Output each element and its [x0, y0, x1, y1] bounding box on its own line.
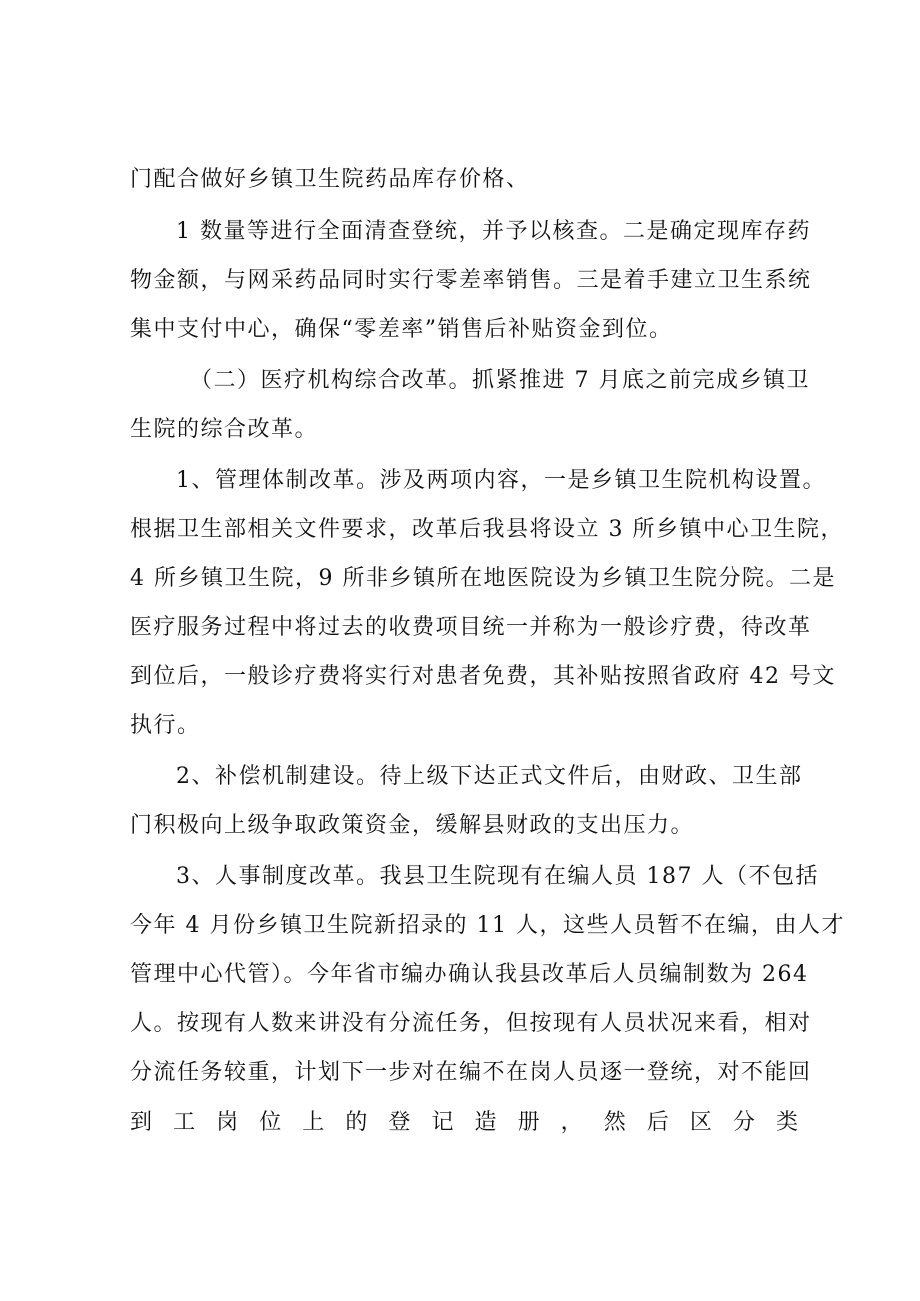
text-line: 物金额，与网采药品同时实行零差率销售。三是着手建立卫生系统	[130, 268, 812, 293]
text-line: 门配合做好乡镇卫生院药品库存价格、	[130, 167, 530, 192]
text-line: 4 所乡镇卫生院，9 所非乡镇所在地医院设为乡镇卫生院分院。二是	[130, 566, 836, 591]
word: 造	[474, 1110, 497, 1135]
text-line: 到位后，一般诊疗费将实行对患者免费，其补贴按照省政府 42 号文	[130, 664, 836, 689]
word: 的	[345, 1110, 368, 1135]
justified-text-line	[130, 1108, 798, 1138]
text-line: 1 数量等进行全面清查登统，并予以核查。二是确定现库存药	[176, 219, 811, 244]
text-line: 集中支付中心，确保“零差率”销售后补贴资金到位。	[130, 317, 673, 342]
text-line: 生院的综合改革。	[130, 417, 319, 442]
text-line: 3、人事制度改革。我县卫生院现有在编人员 187 人（不包括	[176, 864, 819, 889]
word: 岗	[216, 1110, 239, 1135]
word: 记	[431, 1110, 454, 1135]
text-line: 分流任务较重，计划下一步对在编不在岗人员逐一登统，对不能回	[130, 1060, 812, 1085]
word: 类	[775, 1110, 798, 1135]
word: 册	[517, 1110, 540, 1135]
text-line: （二）医疗机构综合改革。抓紧推进 7 月底之前完成乡镇卫	[190, 368, 810, 393]
text-line: 人。按现有人数来讲没有分流任务，但按现有人员状况来看，相对	[130, 1011, 812, 1036]
word: 上	[302, 1110, 325, 1135]
word: 然	[603, 1110, 626, 1135]
text-line: 今年 4 月份乡镇卫生院新招录的 11 人，这些人员暂不在编，由人才	[130, 913, 845, 938]
word: 到	[130, 1110, 153, 1135]
word: 位	[259, 1110, 282, 1135]
word: 区	[689, 1110, 712, 1135]
text-line: 2、补偿机制建设。待上级下达正式文件后，由财政、卫生部	[176, 764, 803, 789]
text-line: 根据卫生部相关文件要求，改革后我县将设立 3 所乡镇中心卫生院，	[130, 517, 844, 542]
text-line: 医疗服务过程中将过去的收费项目统一并称为一般诊疗费，待改革	[130, 615, 812, 640]
word: 登	[388, 1110, 411, 1135]
word: 分	[732, 1110, 755, 1135]
text-line: 1、管理体制改革。涉及两项内容，一是乡镇卫生院机构设置。	[176, 468, 826, 493]
text-line: 执行。	[130, 713, 201, 738]
word: ，	[560, 1110, 583, 1135]
word: 后	[646, 1110, 669, 1135]
word: 工	[173, 1110, 196, 1135]
text-line: 门积极向上级争取政策资金，缓解县财政的支出压力。	[130, 813, 695, 838]
text-line: 管理中心代管）。今年省市编办确认我县改革后人员编制数为 264	[130, 962, 809, 987]
